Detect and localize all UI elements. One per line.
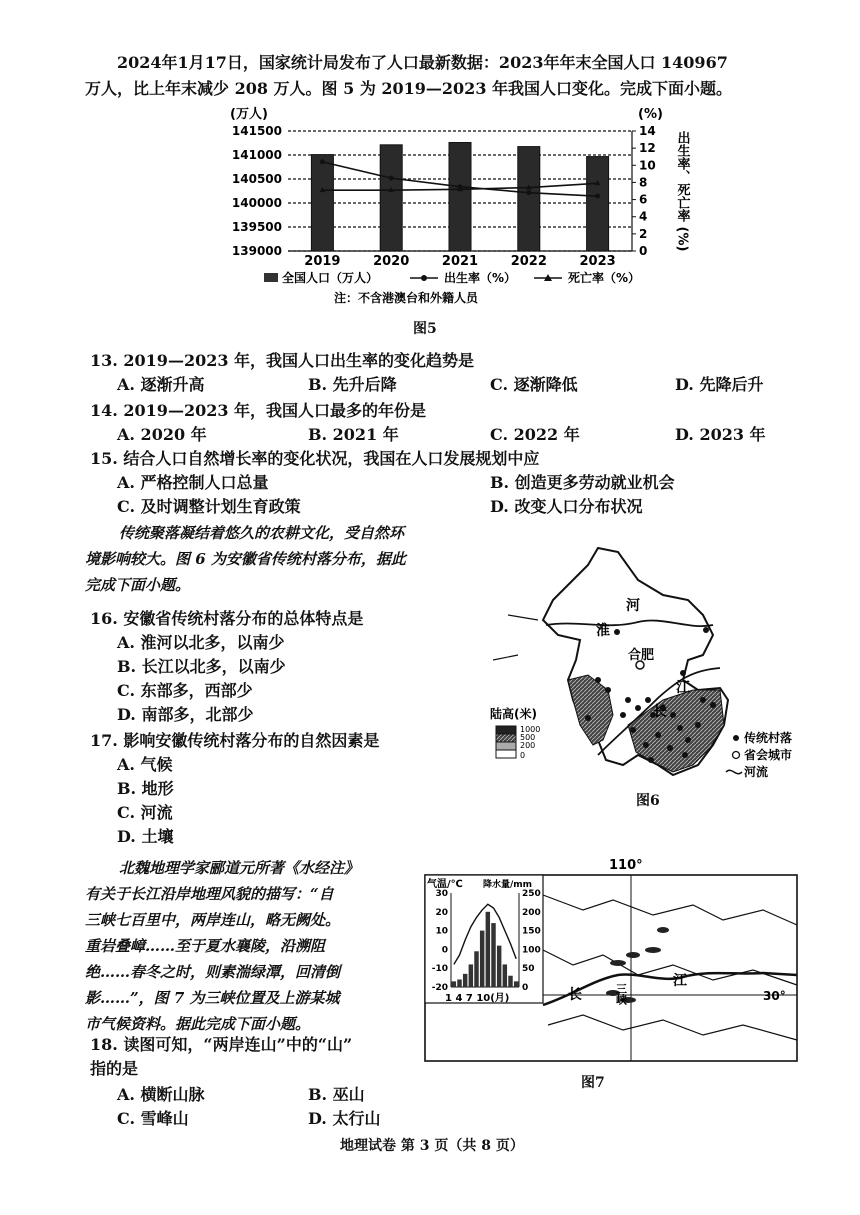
precip-bar: [508, 976, 512, 987]
precip-bar: [497, 946, 501, 987]
precip-bar: [503, 964, 507, 987]
temp-tick-label: -10: [431, 964, 448, 975]
precip-axis-label: 降水量/mm: [483, 880, 533, 890]
intro-line: 2024年1月17日，国家统计局发布了人口最新数据：2023年年末全国人口 140967: [117, 53, 728, 72]
population-bar: [311, 155, 333, 251]
precip-bar: [469, 964, 473, 987]
q17-option-d[interactable]: D. 土壤: [117, 827, 174, 846]
question-18-stem: 18. 读图可知，“两岸连山”中的“山”: [90, 1035, 353, 1054]
figure7: [423, 855, 800, 1065]
birth-rate-point: [389, 176, 394, 181]
q15-option-b[interactable]: B. 创造更多劳动就业机会: [490, 473, 675, 492]
q18-option-b[interactable]: B. 巫山: [308, 1085, 365, 1104]
precip-tick-label: 150: [522, 926, 541, 937]
precip-bar: [491, 923, 495, 987]
legend-death-label: 死亡率（%）: [568, 271, 641, 285]
precip-bar: [480, 931, 484, 987]
legend-capital-marker: [733, 752, 740, 759]
precip-tick-label: 200: [522, 907, 541, 918]
q17-option-a[interactable]: A. 气候: [117, 755, 173, 774]
q13-option-d[interactable]: D. 先降后升: [675, 375, 764, 394]
intro2-line: 境影响较大。图 6 为安徽省传统村落分布，据此: [85, 550, 406, 568]
precip-tick-label: 100: [522, 945, 541, 956]
map-label-chang: 长: [653, 704, 667, 720]
left-tick-label: 141000: [231, 148, 282, 162]
legend-village-dot: [733, 735, 739, 741]
intro3-line: 有关于长江沿岸地理风貌的描写：“自: [85, 885, 334, 903]
x-tick-label: 2021: [441, 254, 479, 269]
q18-option-a[interactable]: A. 横断山脉: [117, 1085, 205, 1104]
hefei-label: 合肥: [628, 648, 655, 663]
elevation-level: 200: [520, 741, 536, 750]
population-bar: [587, 157, 609, 251]
precip-tick-label: 50: [522, 964, 535, 975]
legend-birth-label: 出生率（%）: [444, 271, 517, 285]
x-tick-label: 2022: [510, 254, 547, 269]
intro-line: 万人，比上年末减少 208 万人。图 5 为 2019—2023 年我国人口变化。完成下面小题。: [85, 79, 733, 98]
birth-rate-point: [320, 159, 325, 164]
month-axis-label: 1 4 7 10(月): [445, 993, 510, 1004]
map-sanxia-label: 三峡: [614, 983, 628, 1005]
intro-paragraph: [85, 50, 805, 102]
q18-option-d[interactable]: D. 太行山: [308, 1109, 381, 1128]
right-axis-label: 出生率、死亡率 (%): [674, 131, 690, 252]
intro3-line: 市气候资料。据此完成下面小题。: [85, 1015, 311, 1033]
right-tick-label: 4: [639, 209, 648, 224]
population-bar: [380, 145, 402, 251]
question-15-stem: 15. 结合人口自然增长率的变化状况，我国在人口发展规划中应: [90, 449, 540, 468]
q16-option-b[interactable]: B. 长江以北多，以南少: [117, 657, 286, 676]
figure5-note: 注：不含港澳台和外籍人员: [334, 291, 479, 305]
right-tick-label: 6: [639, 192, 648, 207]
temp-tick-label: 20: [435, 907, 448, 918]
question-14-stem: 14. 2019—2023 年，我国人口最多的年份是: [90, 401, 427, 420]
birth-rate-point: [526, 190, 531, 195]
elevation-legend-title: 陆高(米): [490, 707, 537, 721]
elevation-level: 500: [520, 733, 536, 742]
elevation-level: 1000: [520, 725, 541, 734]
map-label-he: 河: [626, 598, 640, 614]
left-tick-label: 139000: [231, 244, 282, 258]
q13-option-a[interactable]: A. 逐渐升高: [117, 375, 205, 394]
intro2-line: 传统聚落凝结着悠久的农耕文化，受自然环: [119, 524, 405, 542]
x-tick-label: 2020: [373, 254, 410, 269]
precip-bar: [486, 912, 490, 987]
temp-tick-label: 10: [435, 926, 448, 937]
temp-tick-label: 30: [435, 889, 448, 899]
x-tick-label: 2023: [579, 254, 616, 269]
intro3-line: 重岩叠嶂……至于夏水襄陵，沿溯阻: [85, 937, 326, 955]
temp-axis-label: 气温/℃: [427, 879, 463, 890]
right-tick-label: 12: [639, 141, 656, 156]
intro2-paragraph: [85, 520, 406, 598]
intro3-line: 影……”，图 7 为三峡位置及上游某城: [85, 989, 340, 1007]
precip-bar: [474, 951, 478, 987]
precip-bar: [514, 981, 518, 987]
figure7-caption: 图7: [581, 1075, 605, 1091]
left-tick-label: 140500: [231, 172, 282, 186]
q15-option-c[interactable]: C. 及时调整计划生育政策: [117, 497, 301, 516]
legend-river-symbol: [726, 770, 742, 773]
q14-option-a[interactable]: A. 2020 年: [117, 425, 207, 444]
legend-river-label: 河流: [744, 765, 769, 779]
left-unit: (万人): [230, 107, 268, 122]
q16-option-d[interactable]: D. 南部多，北部少: [117, 705, 254, 724]
q17-option-c[interactable]: C. 河流: [117, 803, 173, 822]
figure5-chart: [200, 103, 700, 318]
x-tick-label: 2019: [304, 254, 341, 269]
figure6-map: [488, 540, 833, 790]
right-tick-label: 2: [639, 226, 648, 241]
q17-option-b[interactable]: B. 地形: [117, 779, 174, 798]
right-tick-label: 14: [639, 124, 656, 138]
map-label-huai: 淮: [596, 623, 610, 639]
legend-bar-swatch: [264, 273, 278, 282]
right-unit: (%): [638, 107, 663, 122]
question-17-stem: 17. 影响安徽传统村落分布的自然因素是: [90, 731, 380, 750]
q16-option-c[interactable]: C. 东部多，西部少: [117, 681, 253, 700]
q18-option-c[interactable]: C. 雪峰山: [117, 1109, 189, 1128]
q15-option-d[interactable]: D. 改变人口分布状况: [490, 497, 643, 516]
longitude-label: 110°: [609, 858, 643, 873]
intro3-paragraph: [85, 855, 359, 1037]
q13-option-c[interactable]: C. 逐渐降低: [490, 375, 578, 394]
q15-option-a[interactable]: A. 严格控制人口总量: [117, 473, 269, 492]
q14-option-b[interactable]: B. 2021 年: [308, 425, 399, 444]
temp-tick-label: -20: [431, 983, 448, 993]
intro3-line: 三峡七百里中，两岸连山，略无阙处。: [85, 911, 341, 929]
question-16-stem: 16. 安徽省传统村落分布的总体特点是: [90, 609, 364, 628]
precip-bar: [457, 979, 461, 987]
latitude-label: 30°: [763, 989, 786, 1003]
population-bar: [449, 143, 471, 251]
birth-rate-point: [595, 194, 600, 199]
population-bar: [518, 147, 540, 251]
q16-option-a[interactable]: A. 淮河以北多，以南少: [117, 633, 285, 652]
left-tick-label: 140000: [231, 196, 282, 210]
left-tick-label: 141500: [231, 124, 282, 138]
legend-capital-label: 省会城市: [744, 748, 793, 762]
elevation-level: 0: [520, 751, 526, 760]
q14-option-c[interactable]: C. 2022 年: [490, 425, 580, 444]
temp-tick-label: 0: [441, 945, 448, 956]
intro2-line: 完成下面小题。: [85, 576, 191, 594]
page-footer: 地理试卷 第 3 页（共 8 页）: [340, 1138, 524, 1154]
left-tick-label: 139500: [231, 220, 282, 234]
legend-bar-label: 全国人口（万人）: [282, 271, 379, 285]
right-tick-label: 10: [639, 158, 656, 173]
question-13-stem: 13. 2019—2023 年，我国人口出生率的变化趋势是: [90, 351, 475, 370]
intro3-line: 北魏地理学家郦道元所著《水经注》: [119, 859, 360, 877]
figure6-caption: 图6: [636, 793, 660, 809]
map-chang-label: 长: [568, 987, 582, 1003]
legend-birth-marker: [421, 275, 427, 281]
right-tick-label: 0: [639, 244, 648, 258]
precip-bar: [463, 974, 467, 987]
q14-option-d[interactable]: D. 2023 年: [675, 425, 766, 444]
right-tick-label: 8: [639, 175, 648, 190]
question-18-stem-cont: 指的是: [90, 1059, 139, 1078]
legend-village-label: 传统村落: [744, 731, 793, 745]
intro3-line: 绝……春冬之时，则素湍绿潭，回清倒: [85, 963, 341, 981]
map-label-jiang: 江: [676, 680, 690, 696]
precip-bar: [452, 981, 456, 987]
map-jiang-label: 江: [673, 973, 687, 989]
figure5-caption: 图5: [413, 321, 437, 337]
q13-option-b[interactable]: B. 先升后降: [308, 375, 397, 394]
precip-tick-label: 0: [522, 983, 529, 993]
precip-tick-label: 250: [522, 889, 541, 899]
